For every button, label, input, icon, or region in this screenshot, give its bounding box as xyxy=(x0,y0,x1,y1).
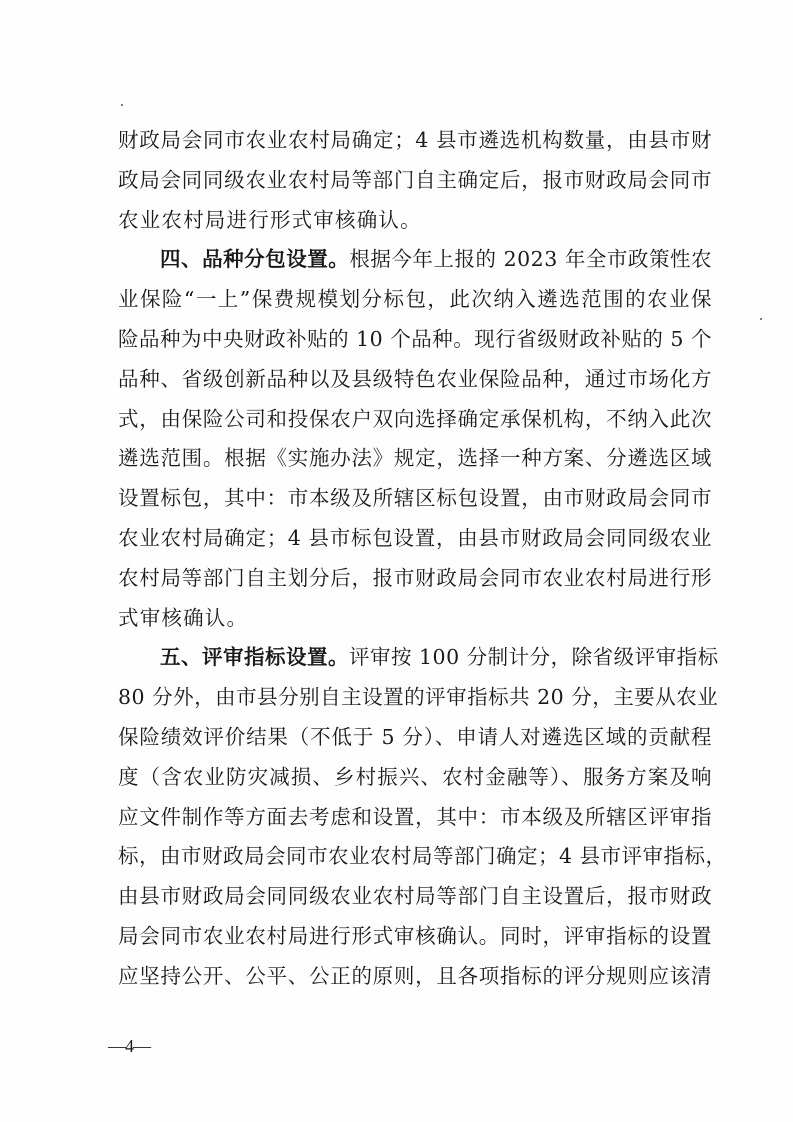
text-line: 品种、省级创新品种以及县级特色农业保险品种，通过市场化方 xyxy=(118,366,712,391)
text-line: 应文件制作等方面去考虑和设置，其中：市本级及所辖区评审指 xyxy=(118,804,712,829)
text-line: 局会同市农业农村局进行形式审核确认。同时，评审指标的设置 xyxy=(118,923,712,948)
text-line: 80 分外，由市县分别自主设置的评审指标共 20 分，主要从农业 xyxy=(118,685,719,710)
text-line: 式，由保险公司和投保农户双向选择确定承保机构，不纳入此次 xyxy=(118,406,712,431)
text-line: 农业农村局确定；4 县市标包设置，由县市财政局会同同级农业 xyxy=(118,525,712,550)
section-five-first-line xyxy=(118,638,719,678)
text-line: 遴选范围。根据《实施办法》规定，选择一种方案、分遴选区域 xyxy=(118,446,712,471)
text-line: 农业农村局进行形式审核确认。 xyxy=(118,207,422,232)
page-number: —4— xyxy=(108,1036,150,1056)
text-line: 式审核确认。 xyxy=(118,605,249,630)
text-line: 财政局会同市农业农村局确定；4 县市遴选机构数量，由县市财 xyxy=(118,128,712,152)
scan-speck xyxy=(760,318,762,320)
scan-speck xyxy=(121,104,123,106)
text-line: 设置标包，其中：市本级及所辖区标包设置，由市财政局会同市 xyxy=(118,486,712,511)
section-four-first-line xyxy=(118,240,712,280)
text-span: 评审按 100 分制计分，除省级评审指标 xyxy=(349,645,719,670)
text-line: 业保险“一上”保费规模划分标包，此次纳入遴选范围的农业保 xyxy=(118,287,712,312)
text-line: 标，由市财政局会同市农业农村局等部门确定；4 县市评审指标， xyxy=(118,844,727,869)
text-line: 政局会同同级农业农村局等部门自主确定后，报市财政局会同市 xyxy=(118,167,712,192)
text-line: 度（含农业防灾减损、乡村振兴、农村金融等）、服务方案及响 xyxy=(118,764,712,789)
text-line: 保险绩效评价结果（不低于 5 分）、申请人对遴选区域的贡献程 xyxy=(118,724,712,749)
text-span: 根据今年上报的 2023 年全市政策性农 xyxy=(349,247,713,272)
body-text xyxy=(118,121,727,997)
section-heading: 四、品种分包设置。 xyxy=(160,247,350,272)
text-line: 由县市财政局会同同级农业农村局等部门自主设置后，报市财政 xyxy=(118,884,712,909)
text-line: 农村局等部门自主划分后，报市财政局会同市农业农村局进行形 xyxy=(118,565,712,590)
text-line: 险品种为中央财政补贴的 10 个品种。现行省级财政补贴的 5 个 xyxy=(118,326,712,351)
section-heading: 五、评审指标设置。 xyxy=(160,645,349,670)
text-line: 应坚持公开、公平、公正的原则，且各项指标的评分规则应该清 xyxy=(118,963,712,988)
